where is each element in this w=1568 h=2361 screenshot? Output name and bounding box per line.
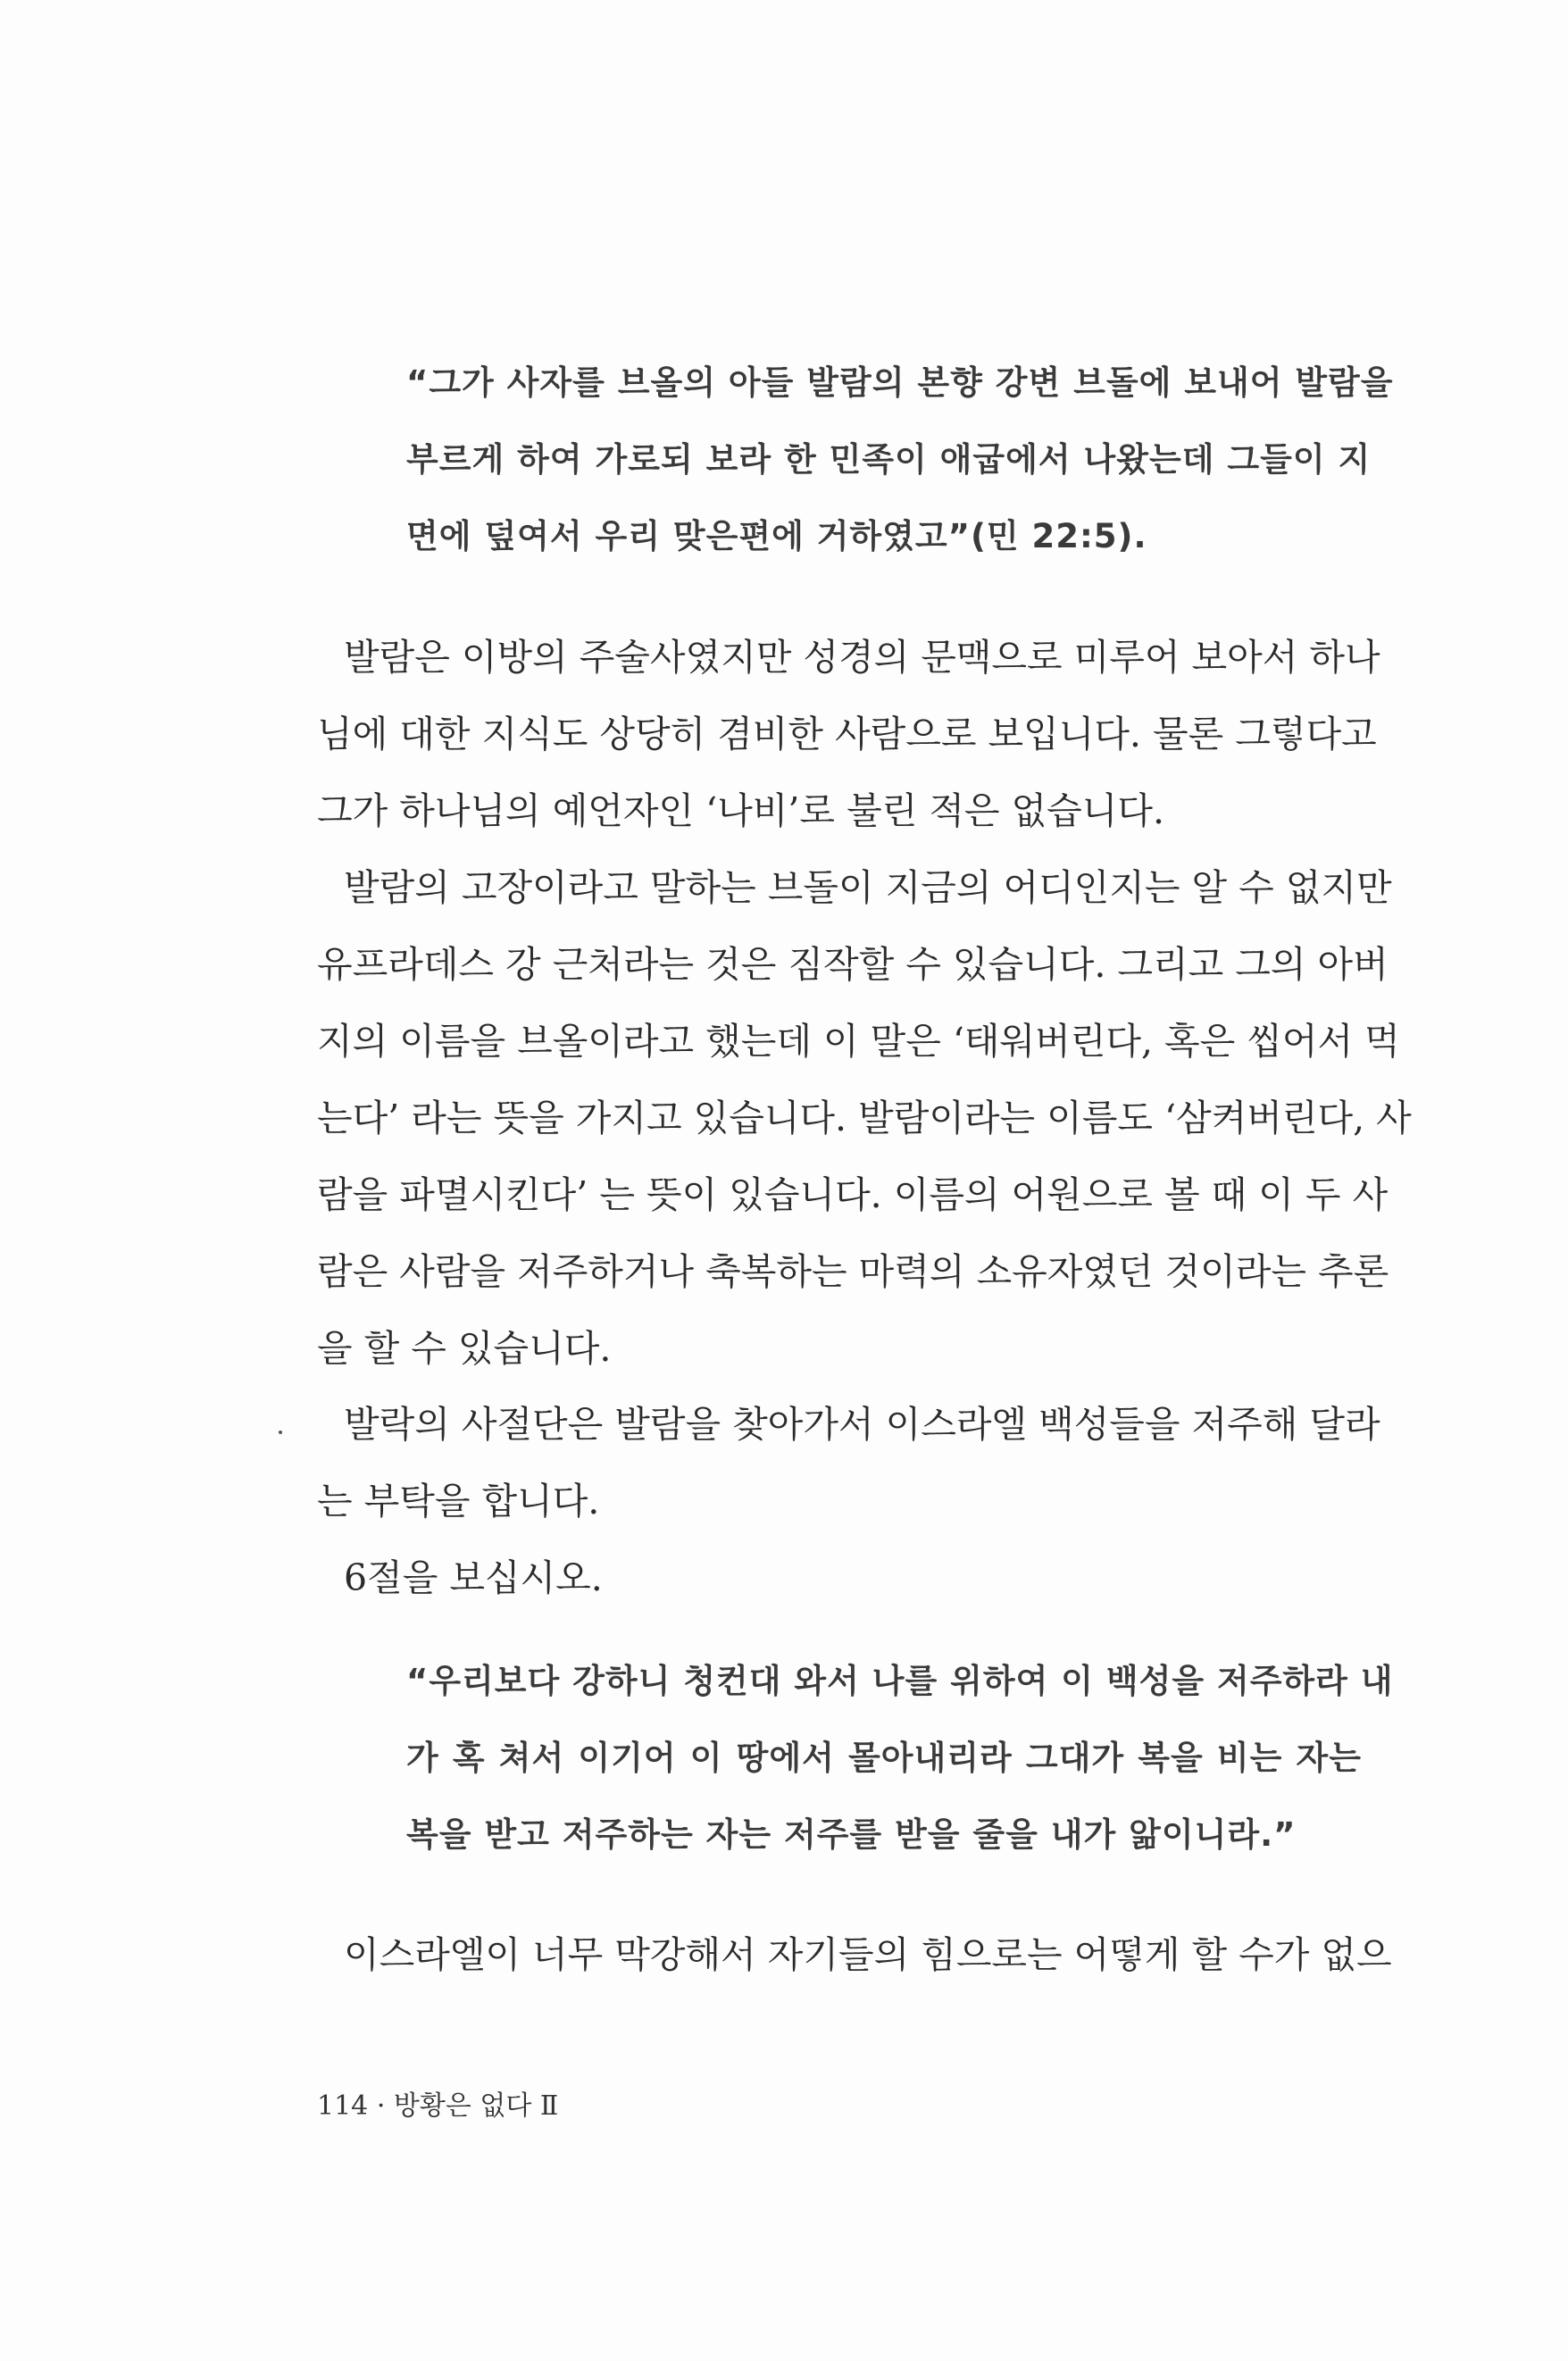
text-line: 이스라엘이 너무 막강해서 자기들의 힘으로는 어떻게 할 수가 없으 [344, 1933, 1392, 1976]
paragraph-verse-6 [317, 1539, 1366, 1616]
footer-separator: · [376, 2090, 386, 2122]
paragraph-balaam-sorcerer [317, 619, 1380, 849]
text-line: 는 부탁을 합니다. [317, 1480, 600, 1523]
quote-line: 가 혹 쳐서 이기어 이 땅에서 몰아내리라 그대가 복을 비는 자는 [406, 1739, 1362, 1777]
scripture-quote-verse-6 [406, 1643, 1394, 1873]
quote-line: 면에 덮여서 우리 맞은편에 거하였고”(민 22:5). [406, 517, 1147, 555]
paragraph-israel-mighty [317, 1916, 1392, 1993]
quote-line: “우리보다 강하니 청컨대 와서 나를 위하여 이 백성을 저주하라 내 [406, 1662, 1394, 1700]
scripture-quote-numbers-22-5 [406, 345, 1394, 575]
quote-line: 부르게 하여 가로되 보라 한 민족이 애굽에서 나왔는데 그들이 지 [406, 440, 1372, 479]
text-line: 발람의 고장이라고 말하는 브돌이 지금의 어디인지는 알 수 없지만 [344, 866, 1392, 909]
text-line: 유프라데스 강 근처라는 것은 짐작할 수 있습니다. 그리고 그의 아버 [317, 943, 1389, 986]
scan-speck [279, 1431, 282, 1434]
text-line: 을 할 수 있습니다. [317, 1327, 612, 1370]
text-line: 람을 파멸시킨다’ 는 뜻이 있습니다. 이름의 어원으로 볼 때 이 두 사 [317, 1173, 1389, 1216]
text-line: 발람은 이방의 주술사였지만 성경의 문맥으로 미루어 보아서 하나 [344, 636, 1380, 679]
text-line: 그가 하나님의 예언자인 ‘나비’로 불린 적은 없습니다. [317, 789, 1165, 832]
paragraph-balak-envoys [317, 1386, 1380, 1539]
quote-line: 복을 받고 저주하는 자는 저주를 받을 줄을 내가 앎이니라.” [406, 1815, 1297, 1854]
text-line: 6절을 보십시오. [344, 1556, 603, 1599]
text-line: 지의 이름을 브올이라고 했는데 이 말은 ‘태워버린다, 혹은 씹어서 먹 [317, 1020, 1400, 1063]
text-line: 는다’ 라는 뜻을 가지고 있습니다. 발람이라는 이름도 ‘삼켜버린다, 사 [317, 1097, 1412, 1139]
paragraph-balaam-hometown [317, 849, 1412, 1387]
text-line: 람은 사람을 저주하거나 축복하는 마력의 소유자였던 것이라는 추론 [317, 1250, 1389, 1293]
running-book-title: 방황은 없다 Ⅱ [393, 2090, 559, 2122]
page-footer [317, 2083, 558, 2123]
page-number: 114 [317, 2090, 369, 2122]
text-line: 발락의 사절단은 발람을 찾아가서 이스라엘 백성들을 저주해 달라 [344, 1403, 1380, 1446]
quote-line: “그가 사자를 브올의 아들 발람의 본향 강변 브돌에 보내어 발람을 [406, 363, 1394, 402]
text-line: 님에 대한 지식도 상당히 겸비한 사람으로 보입니다. 물론 그렇다고 [317, 713, 1377, 755]
